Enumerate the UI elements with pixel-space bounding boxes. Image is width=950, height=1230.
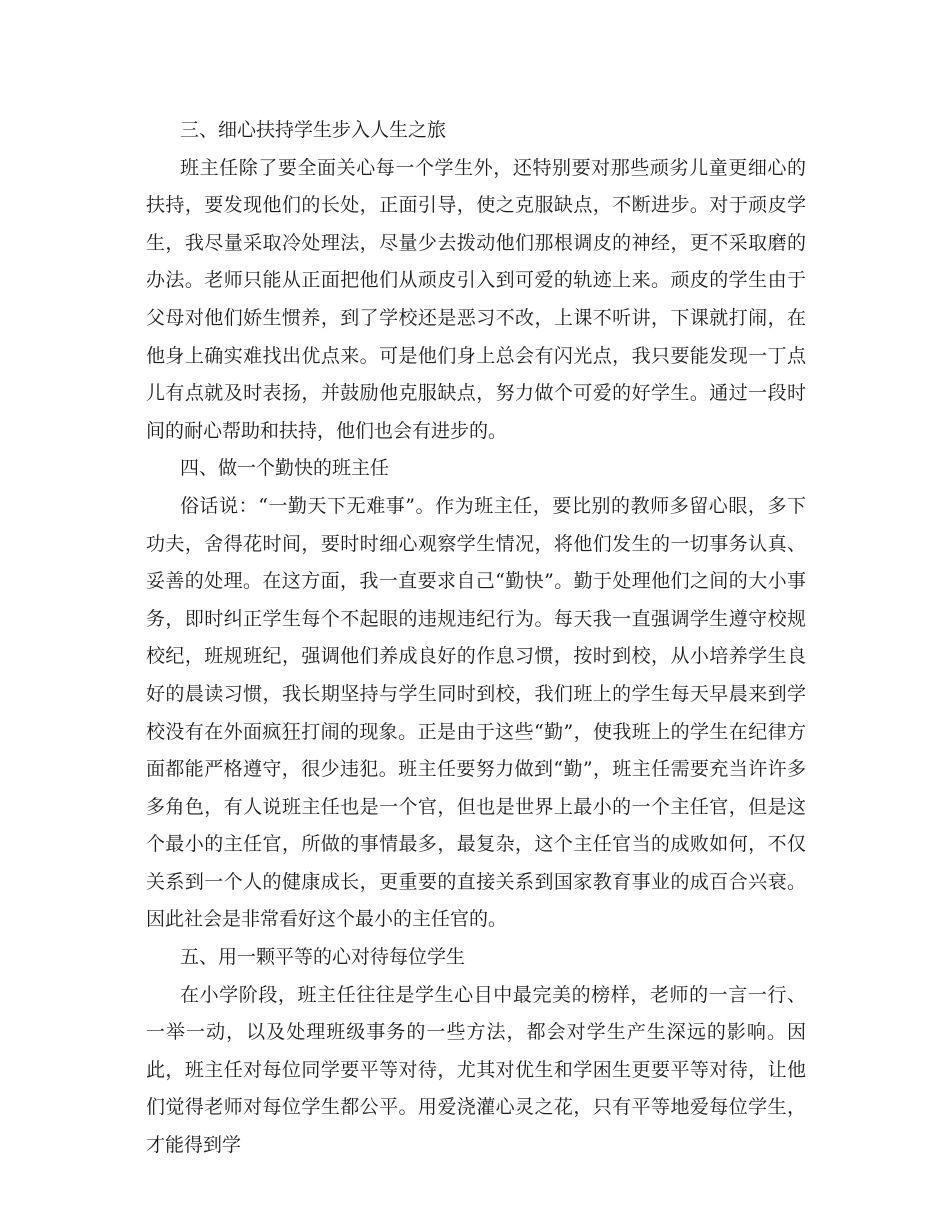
- section-heading: 四、做一个勤快的班主任: [180, 457, 390, 480]
- document-body: [146, 112, 806, 1165]
- section-paragraph: 班主任除了要全面关心每一个学生外，还特别要对那些顽劣儿童更细心的扶持，要发现他们的长处，正面引导，使之克服缺点，不断进步。对于顽皮学生，我尽量采取冷处理法，尽量少去拨动他们那根调皮的神经，更不采取磨的办法。老师只能从正面把他们从顽皮引入到可爱的轨迹上来。顽皮的学生由于父母对他们娇生惯养，到了学校还是恶习不改，上课不听讲，下课就打闹，在他身上确实难找出优点来。可是他们身上总会有闪光点，我只要能发现一丁点儿有点就及时表扬，并鼓励他克服缺点，努力做个可爱的好学生。通过一段时间的耐心帮助和扶持，他们也会有进步的。: [146, 156, 806, 442]
- section-heading: 五、用一颗平等的心对待每位学生: [180, 946, 466, 969]
- section-paragraph: 俗话说：“一勤天下无难事”。作为班主任，要比别的教师多留心眼，多下功夫，舍得花时间，要时时细心观察学生情况，将他们发生的一切事务认真、妥善的处理。在这方面，我一直要求自己“勤快”。勤于处理他们之间的大小事务，即时纠正学生每个不起眼的违规违纪行为。每天我一直强调学生遵守校规校纪，班规班纪，强调他们养成良好的作息习惯，按时到校，从小培养学生良好的晨读习惯，我长期坚持与学生同时到校，我们班上的学生每天早晨来到学校没有在外面疯狂打闹的现象。正是由于这些“勤”，使我班上的学生在纪律方面都能严格遵守，很少违犯。班主任要努力做到“勤”，班主任需要充当许许多多角色，有人说班主任也是一个官，但也是世界上最小的一个主任官，但是这个最小的主任官，所做的事情最多，最复杂，这个主任官当的成败如何，不仅关系到一个人的健康成长，更重要的直接关系到国家教育事业的成百合兴衰。因此社会是非常看好这个最小的主任官的。: [146, 494, 806, 931]
- section-heading: 三、细心扶持学生步入人生之旅: [180, 119, 447, 141]
- section-paragraph: 在小学阶段，班主任往往是学生心目中最完美的榜样，老师的一言一行、一举一动，以及处理班级事务的一些方法，都会对学生产生深远的影响。因此，班主任对每位同学要平等对待，尤其对优生和学困生更要平等对待，让他们觉得老师对每位学生都公平。用爱浇灌心灵之花，只有平等地爱每位学生，才能得到学: [146, 983, 806, 1157]
